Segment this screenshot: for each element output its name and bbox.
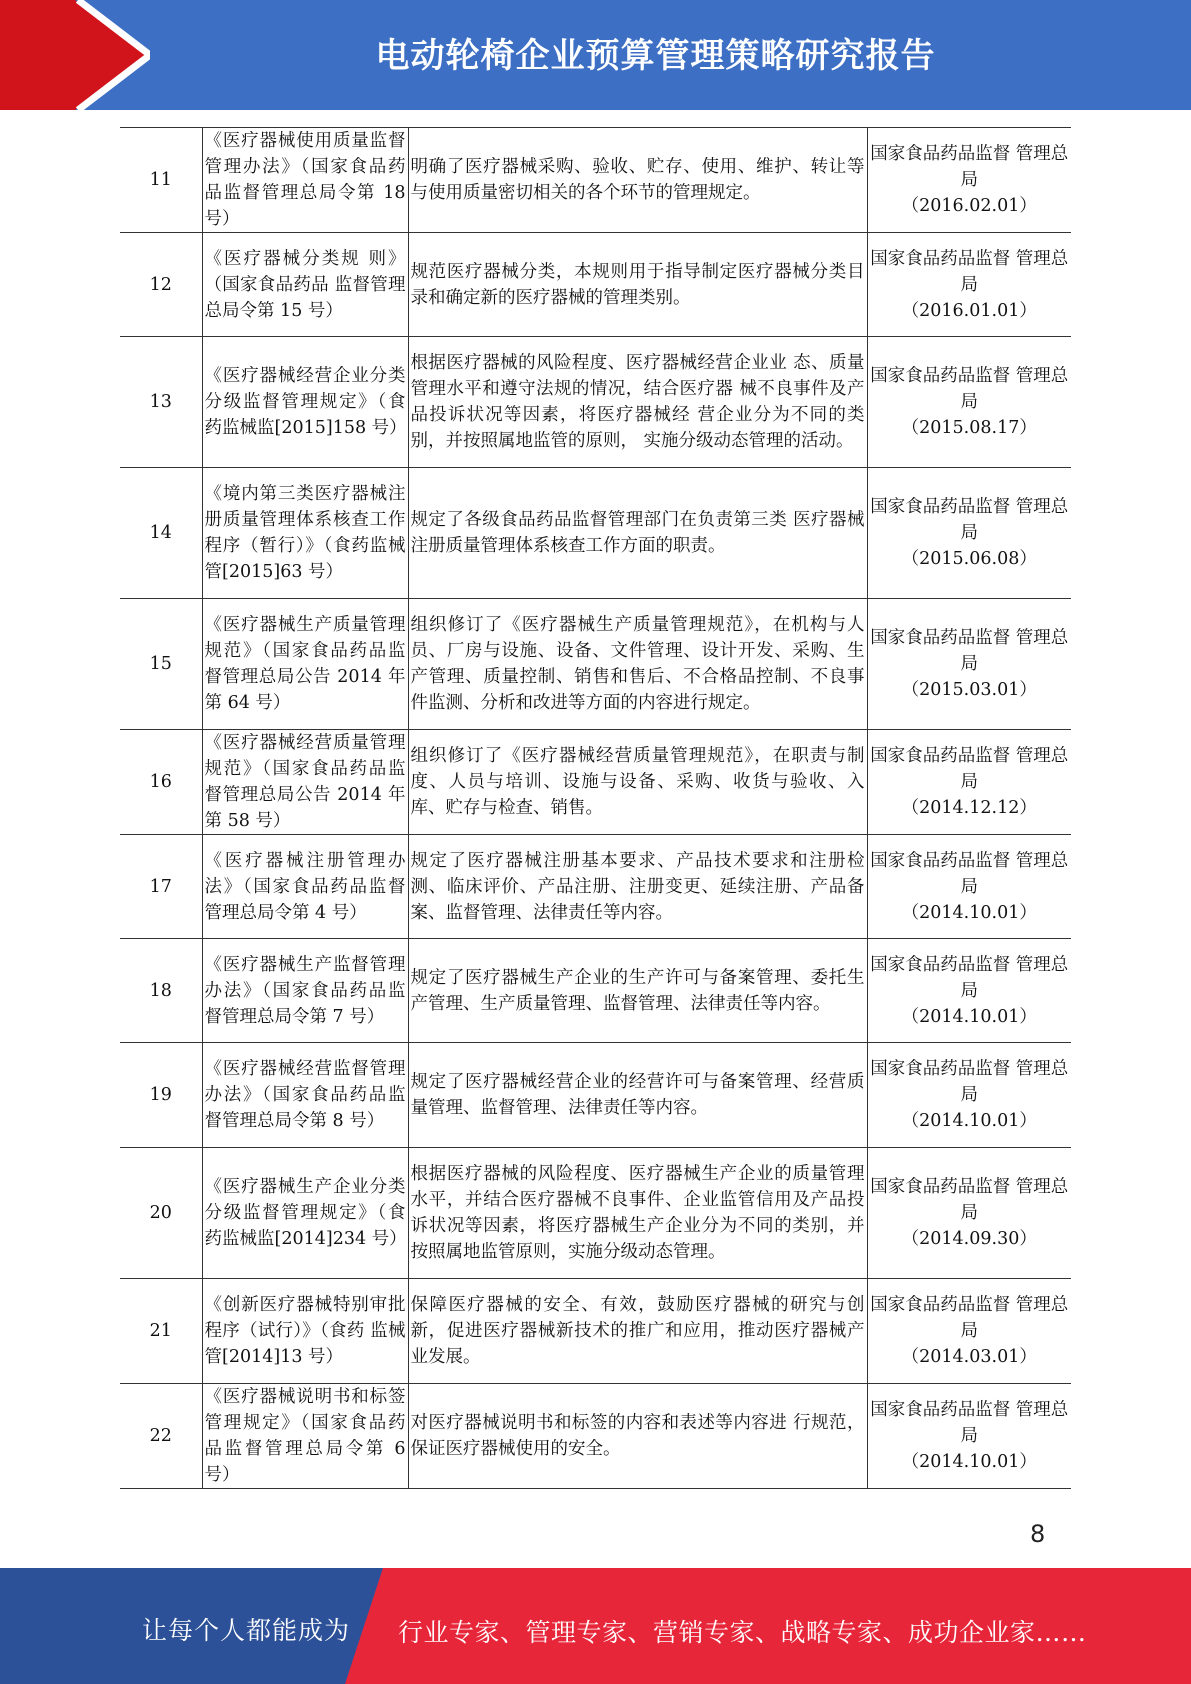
issuer-cell	[867, 599, 1071, 730]
regulation-description: 规范医疗器械分类，本规则用于指导制定医疗器械分类目录和确定新的医疗器械的管理类别。	[408, 233, 867, 337]
issuer-name: 国家食品药品监督 管理总局	[870, 628, 1069, 674]
issuer-name: 国家食品药品监督 管理总局	[870, 746, 1069, 792]
issuer-name: 国家食品药品监督 管理总局	[870, 954, 1069, 1001]
regulation-description: 规定了医疗器械生产企业的生产许可与备案管理、委托生产管理、生产质量管理、监督管理、法律责任等内容。	[408, 939, 867, 1043]
row-number: 13	[120, 337, 202, 468]
page-title: 电动轮椅企业预算管理策略研究报告	[375, 36, 936, 76]
effective-date: （2015.08.17）	[901, 418, 1037, 438]
regulation-name: 《医疗器械经营质量管理规范》（国家食品药品监督管理总局公告 2014 年第 58 号）	[202, 730, 408, 835]
issuer-name: 国家食品药品监督 管理总局	[870, 248, 1069, 295]
row-number: 22	[120, 1384, 202, 1489]
issuer-cell	[867, 1384, 1071, 1489]
regulation-description: 明确了医疗器械采购、验收、贮存、使用、维护、转让等与使用质量密切相关的各个环节的管理规定。	[408, 128, 867, 233]
regulation-name: 《医疗器械注册管理办法》（国家食品药品监督管理总局令第 4 号）	[202, 835, 408, 939]
issuer-name: 国家食品药品监督 管理总局	[870, 144, 1069, 190]
effective-date: （2014.12.12）	[901, 798, 1037, 818]
regulation-name: 《医疗器械使用质量监督管理办法》（国家食品药品监督管理总局令第 18 号）	[202, 128, 408, 233]
row-number: 16	[120, 730, 202, 835]
regulation-name: 《医疗器械生产企业分类分级监督管理规定》（食药监械监[2014]234 号）	[202, 1148, 408, 1279]
effective-date: （2014.10.01）	[901, 902, 1037, 923]
table-row	[120, 939, 1071, 1043]
row-number: 20	[120, 1148, 202, 1279]
regulation-description: 对医疗器械说明书和标签的内容和表述等内容进 行规范，保证医疗器械使用的安全。	[408, 1384, 867, 1489]
regulation-name: 《医疗器械经营监督管理办法》（国家食品药品监督管理总局令第 8 号）	[202, 1043, 408, 1148]
table-row	[120, 128, 1071, 233]
footer-slogan-right: 行业专家、管理专家、营销专家、战略专家、成功企业家……	[398, 1618, 1087, 1647]
table-row	[120, 1279, 1071, 1384]
effective-date: （2015.06.08）	[901, 549, 1037, 569]
regulation-description: 组织修订了《医疗器械经营质量管理规范》，在职责与制度、人员与培训、设施与设备、采购、收货与验收、入库、贮存与检查、销售。	[408, 730, 867, 835]
regulation-name: 《医疗器械说明书和标签管理规定》（国家食品药品监督管理总局令第 6 号）	[202, 1384, 408, 1489]
regulation-description: 根据医疗器械的风险程度、医疗器械生产企业的质量管理水平，并结合医疗器械不良事件、企业监管信用及产品投诉状况等因素，将医疗器械生产企业分为不同的类别，并按照属地监管原则，实施分级动态管理。	[408, 1148, 867, 1279]
table-row	[120, 835, 1071, 939]
issuer-name: 国家食品药品监督 管理总局	[870, 497, 1069, 543]
issuer-cell	[867, 1148, 1071, 1279]
table-row	[120, 1148, 1071, 1279]
issuer-cell	[867, 337, 1071, 468]
regulation-name: 《医疗器械生产质量管理规范》（国家食品药品监督管理总局公告 2014 年第 64 号）	[202, 599, 408, 730]
table-row	[120, 337, 1071, 468]
row-number: 21	[120, 1279, 202, 1384]
page-number: 8	[1030, 1520, 1046, 1548]
row-number: 15	[120, 599, 202, 730]
effective-date: （2016.01.01）	[901, 300, 1037, 321]
row-number: 14	[120, 468, 202, 599]
regulation-description: 保障医疗器械的安全、有效，鼓励医疗器械的研究与创新，促进医疗器械新技术的推广和应用，推动医疗器械产业发展。	[408, 1279, 867, 1384]
effective-date: （2016.02.01）	[901, 196, 1037, 216]
row-number: 19	[120, 1043, 202, 1148]
table-row	[120, 1043, 1071, 1148]
regulations-table	[120, 127, 1071, 1489]
issuer-cell	[867, 128, 1071, 233]
issuer-name: 国家食品药品监督 管理总局	[870, 1059, 1069, 1105]
footer-slogan-left: 让每个人都能成为	[142, 1616, 351, 1645]
row-number: 18	[120, 939, 202, 1043]
effective-date: （2014.10.01）	[901, 1006, 1037, 1027]
regulation-description: 根据医疗器械的风险程度、医疗器械经营企业业 态、质量管理水平和遵守法规的情况，结合医疗器 械不良事件及产品投诉状况等因素，将医疗器械经 营企业分为不同的类别，并按照属地监管的原则， 实施分级动态管理的活动。	[408, 337, 867, 468]
issuer-name: 国家食品药品监督 管理总局	[870, 1177, 1069, 1223]
effective-date: （2014.09.30）	[901, 1229, 1037, 1249]
issuer-cell	[867, 835, 1071, 939]
effective-date: （2014.03.01）	[901, 1347, 1037, 1367]
regulation-description: 规定了医疗器械注册基本要求、产品技术要求和注册检测、临床评价、产品注册、注册变更、延续注册、产品备案、监督管理、法律责任等内容。	[408, 835, 867, 939]
issuer-cell	[867, 233, 1071, 337]
regulations-table-body	[120, 128, 1071, 1489]
effective-date: （2014.10.01）	[901, 1452, 1037, 1472]
header-band	[0, 0, 1191, 110]
regulation-description: 规定了各级食品药品监督管理部门在负责第三类 医疗器械注册质量管理体系核查工作方面的职责。	[408, 468, 867, 599]
issuer-cell	[867, 468, 1071, 599]
issuer-name: 国家食品药品监督 管理总局	[870, 366, 1069, 412]
regulation-name: 《医疗器械分类规 则》（国家食品药品 监督管理总局令第 15 号）	[202, 233, 408, 337]
issuer-name: 国家食品药品监督 管理总局	[870, 1400, 1069, 1446]
row-number: 17	[120, 835, 202, 939]
issuer-cell	[867, 730, 1071, 835]
regulation-description: 规定了医疗器械经营企业的经营许可与备案管理、经营质量管理、监督管理、法律责任等内容。	[408, 1043, 867, 1148]
effective-date: （2014.10.01）	[901, 1111, 1037, 1131]
issuer-cell	[867, 1043, 1071, 1148]
table-row	[120, 468, 1071, 599]
row-number: 12	[120, 233, 202, 337]
effective-date: （2015.03.01）	[901, 680, 1037, 700]
regulation-name: 《创新医疗器械特别审批程序（试行）》（食药 监械管[2014]13 号）	[202, 1279, 408, 1384]
issuer-name: 国家食品药品监督 管理总局	[870, 850, 1069, 897]
regulation-description: 组织修订了《医疗器械生产质量管理规范》，在机构与人员、厂房与设施、设备、文件管理、设计开发、采购、生产管理、质量控制、销售和售后、不合格品控制、不良事件监测、分析和改进等方面的内容进行规定。	[408, 599, 867, 730]
regulation-name: 《医疗器械生产监督管理办法》（国家食品药品监督管理总局令第 7 号）	[202, 939, 408, 1043]
row-number: 11	[120, 128, 202, 233]
issuer-cell	[867, 1279, 1071, 1384]
regulation-name: 《境内第三类医疗器械注册质量管理体系核查工作程序（暂行）》（食药监械管[2015]63 号）	[202, 468, 408, 599]
table-row	[120, 599, 1071, 730]
regulation-name: 《医疗器械经营企业分类分级监督管理规定》（食药监械监[2015]158 号）	[202, 337, 408, 468]
table-row	[120, 233, 1071, 337]
header-arrow-decoration	[0, 0, 150, 110]
table-row	[120, 1384, 1071, 1489]
issuer-name: 国家食品药品监督 管理总局	[870, 1295, 1069, 1341]
issuer-cell	[867, 939, 1071, 1043]
table-row	[120, 730, 1071, 835]
